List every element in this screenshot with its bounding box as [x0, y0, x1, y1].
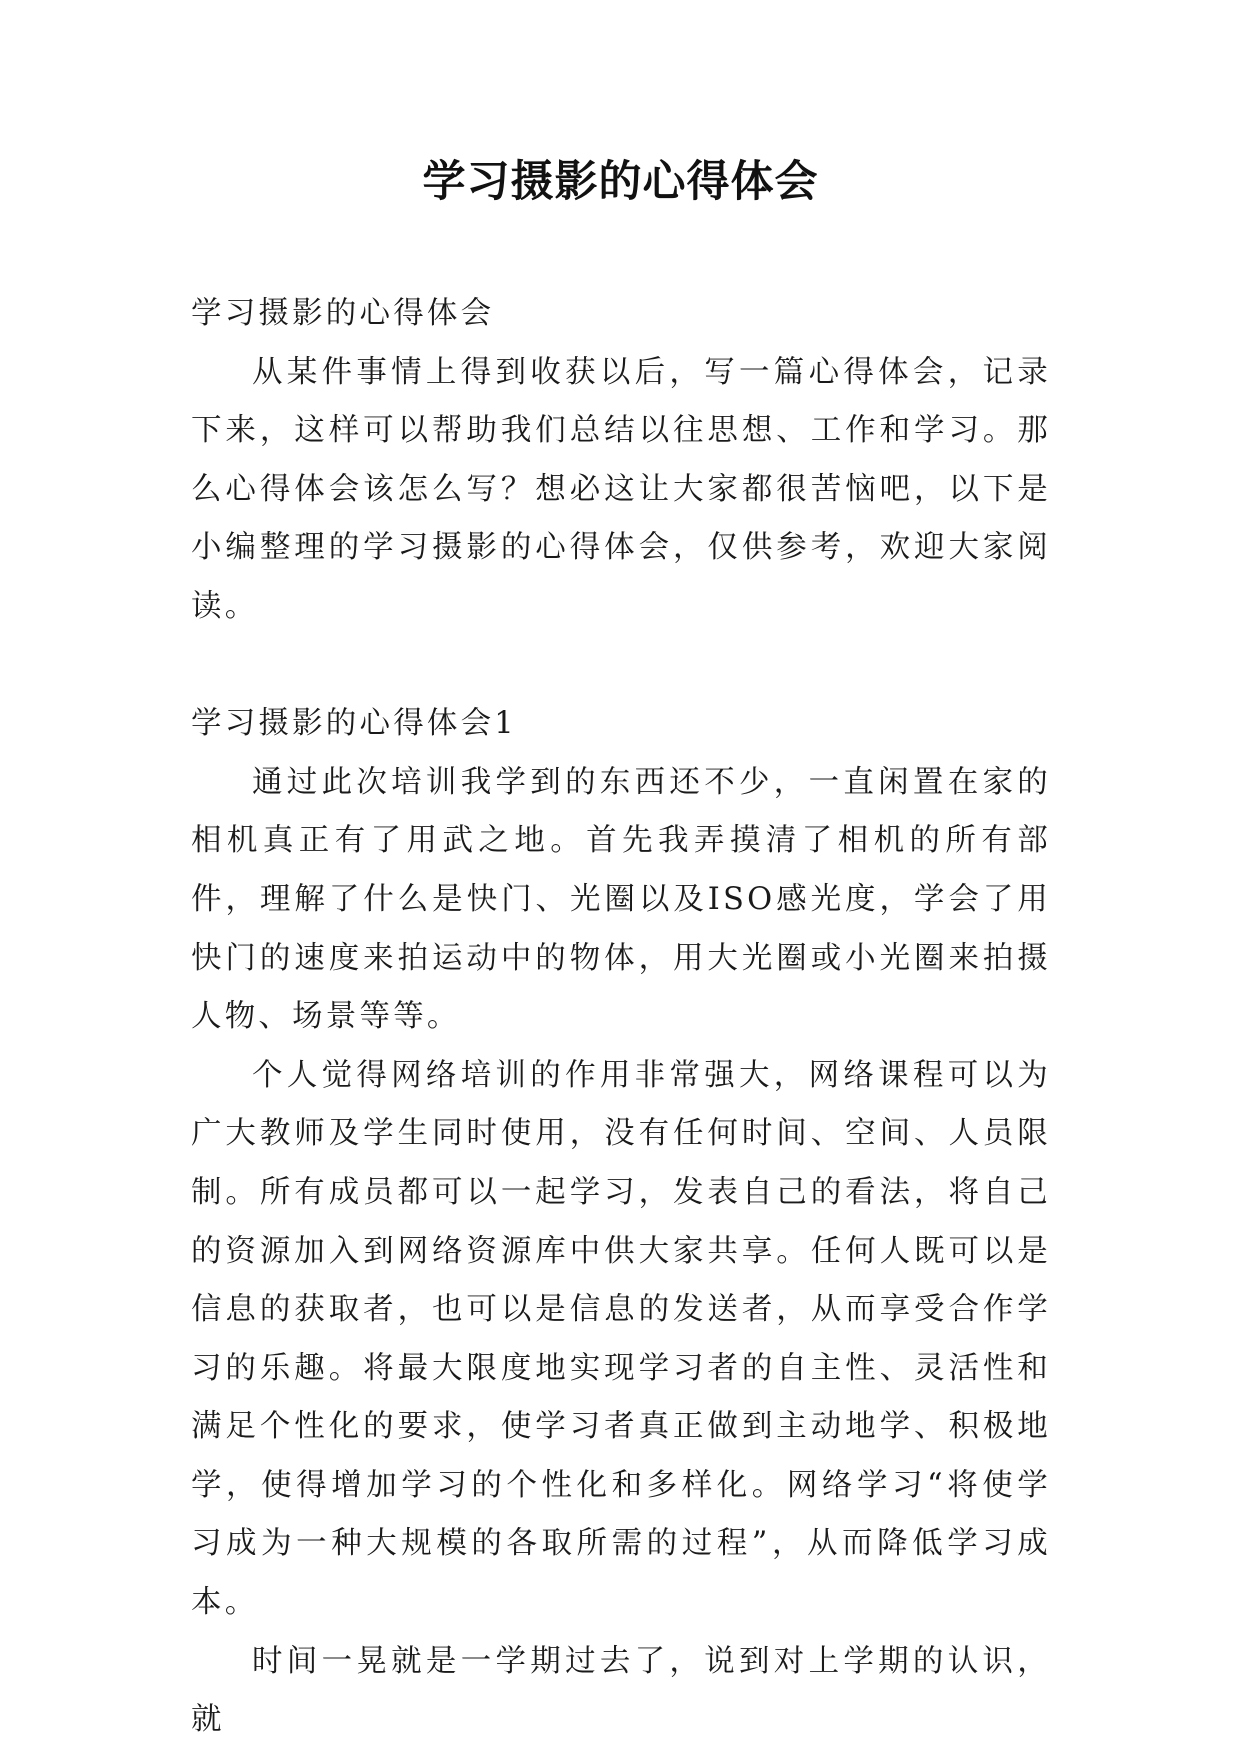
paragraph-gap: [191, 637, 1051, 696]
section1-paragraph-2: 个人觉得网络培训的作用非常强大，网络课程可以为广大教师及学生同时使用，没有任何时间、空间、人员限制。所有成员都可以一起学习，发表自己的看法，将自己的资源加入到网络资源库中供大家共享。任何人既可以是信息的获取者，也可以是信息的发送者，从而享受合作学习的乐趣。将最大限度地实现学习者的自主性、灵活性和满足个性化的要求，使学习者真正做到主动地学、积极地学，使得增加学习的个性化和多样化。网络学习“将使学习成为一种大规模的各取所需的过程”，从而降低学习成本。: [191, 1057, 1051, 1621]
intro-heading: 学习摄影的心得体会: [191, 296, 495, 331]
section1-paragraph-3: 时间一晃就是一学期过去了，说到对上学期的认识，就: [191, 1643, 1051, 1738]
document-title: 学习摄影的心得体会: [422, 157, 819, 207]
intro-paragraph: 从某件事情上得到收获以后，写一篇心得体会，记录下来，这样可以帮助我们总结以往思想、工作和学习。那么心得体会该怎么写？想必这让大家都很苦恼吧，以下是小编整理的学习摄影的心得体会，仅供参考，欢迎大家阅读。: [191, 354, 1051, 624]
document-body: [191, 285, 1051, 1750]
section-heading-1: 学习摄影的心得体会1: [191, 706, 517, 742]
section1-paragraph-1: 通过此次培训我学到的东西还不少，一直闲置在家的相机真正有了用武之地。首先我弄摸清了相机的所有部件，理解了什么是快门、光圈以及ISO感光度，学会了用快门的速度来拍运动中的物体，用大光圈或小光圈来拍摄人物、场景等等。: [191, 764, 1051, 1035]
